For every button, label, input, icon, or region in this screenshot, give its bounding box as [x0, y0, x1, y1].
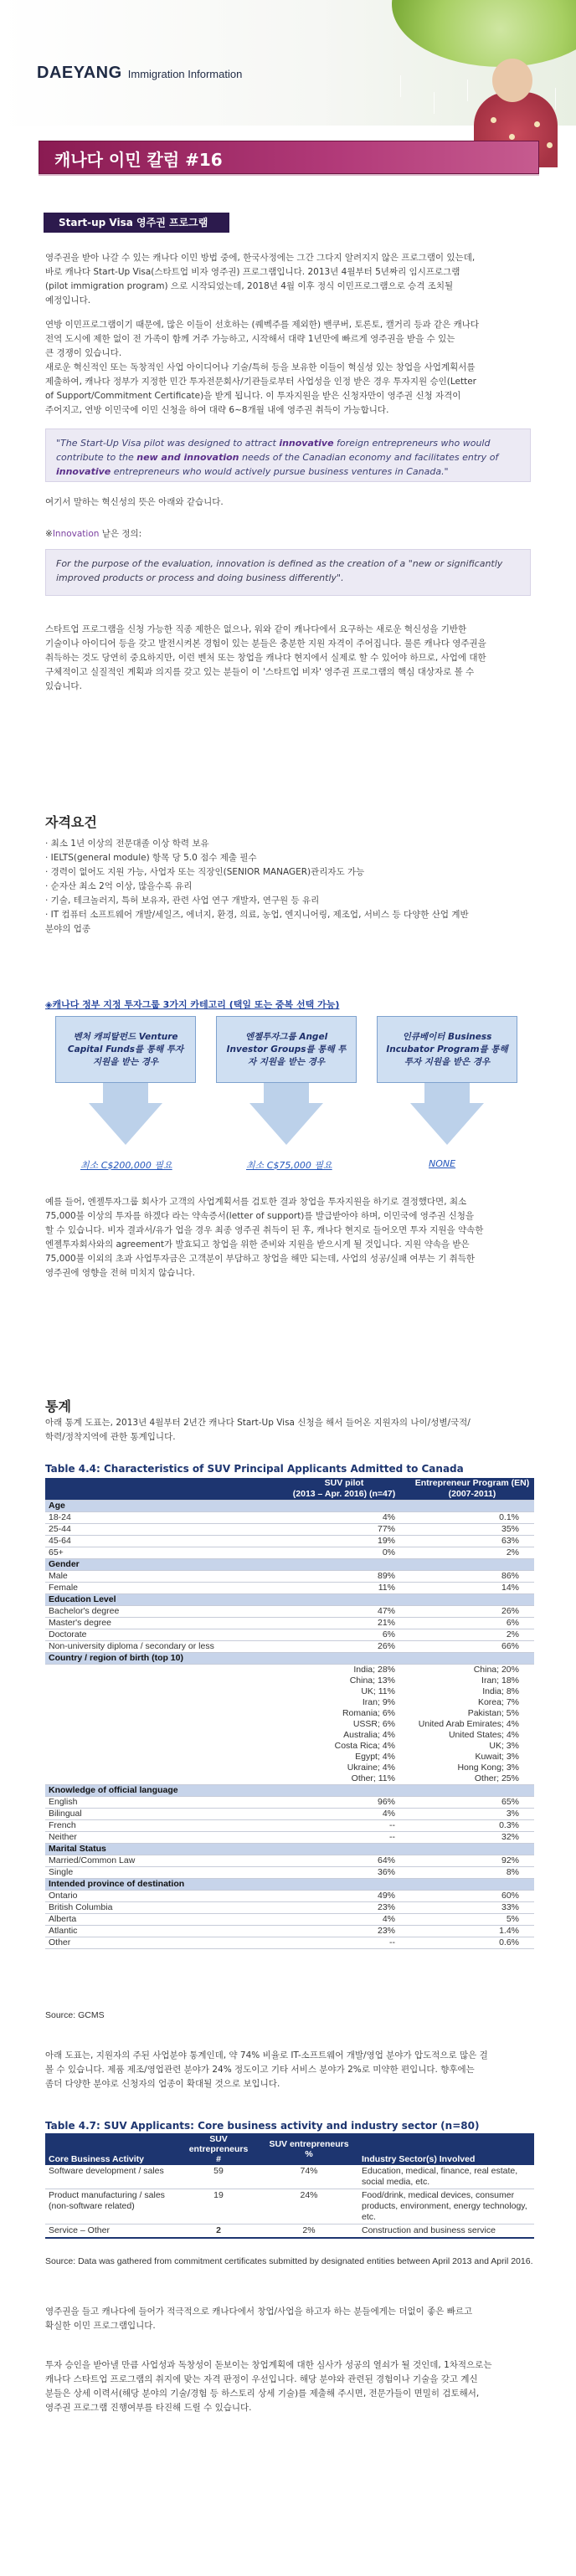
- table-cell: 63%: [410, 1536, 534, 1547]
- table-row: [45, 1914, 534, 1926]
- table-cell: 5%: [410, 1914, 534, 1926]
- text-line: 투자 승인을 받아낼 만큼 사업성과 독창성이 돋보이는 창업계획에 대한 심사가 성공의 열쇠가 될 것인데, 1차적으로는: [45, 2360, 492, 2370]
- venture-capital-minimum: 최소 C$200,000 필요: [80, 1160, 172, 1171]
- text-line: 좀더 다양한 분야로 신청자의 업종이 확대될 것으로 보입니다.: [45, 2079, 280, 2089]
- table-cell: 4%: [278, 1809, 410, 1820]
- quote-emphasis: new and innovation: [136, 452, 239, 463]
- table-row: [45, 1937, 534, 1949]
- table-row: [45, 1820, 534, 1832]
- table-cell: Education, medical, finance, real estate, social media, etc.: [358, 2165, 534, 2189]
- country-entry: Romania; 6%: [342, 1708, 395, 1718]
- text-line: (pilot immigration program) 으로 시작되었는데, 2018년 4월 이후 정식 이민프로그램으로 승격 조치될: [45, 281, 454, 291]
- text-line: 학력/정착지역에 관한 통계입니다.: [45, 1432, 176, 1442]
- country-entry: United States; 4%: [448, 1730, 519, 1740]
- country-entry: China; 13%: [349, 1675, 395, 1686]
- table-cell: British Columbia: [45, 1902, 278, 1914]
- table-cell: 19%: [278, 1536, 410, 1547]
- text-line: 아래 도표는, 지원자의 주된 사업분야 통계인데, 약 74% 비율로 IT-소프트웨어 개발/영업 분야가 압도적으로 많은 걸: [45, 2050, 488, 2060]
- table-header-empty: [45, 1478, 278, 1501]
- table-cell: 8%: [410, 1867, 534, 1879]
- quote-emphasis: innovative: [56, 466, 111, 477]
- country-entry: Other; 11%: [351, 1773, 395, 1783]
- table-4-7-title: Table 4.7: SUV Applicants: Core business activity and industry sector (n=80): [45, 2120, 480, 2132]
- table-row: [45, 1809, 534, 1820]
- category-label: Country / region of birth (top 10): [45, 1653, 534, 1665]
- table-cell: Male: [45, 1571, 278, 1583]
- table-row: [45, 1618, 534, 1629]
- table-row: [45, 1832, 534, 1844]
- country-entry: Hong Kong; 3%: [457, 1763, 519, 1773]
- incubator-minimum: NONE: [429, 1158, 456, 1169]
- table-cell: 2%: [260, 2224, 358, 2239]
- table-row: [45, 1583, 534, 1594]
- country-entry: Kuwait; 3%: [475, 1752, 519, 1762]
- table-cell: 92%: [410, 1855, 534, 1867]
- country-entry: China; 20%: [473, 1665, 519, 1675]
- quote-text: foreign entrepreneurs who would contribute to the: [56, 438, 491, 463]
- rain-drop: [555, 88, 556, 110]
- table-cell: Female: [45, 1583, 278, 1594]
- table-row: [45, 1606, 534, 1618]
- table-cell: French: [45, 1820, 278, 1832]
- table-cell: 21%: [278, 1618, 410, 1629]
- text-line: 영주권 프로그램 진행여부를 타진해 드릴 수 있습니다.: [45, 2403, 252, 2413]
- country-entry: Costa Rica; 4%: [334, 1741, 395, 1751]
- table-row: [45, 2165, 534, 2189]
- table-cell: Master's degree: [45, 1618, 278, 1629]
- arrow-box-text: 엔젤투자그룹 Angel Investor Groups를 통해 투자 지원을 받는 경우: [216, 1016, 357, 1083]
- table-row: [45, 1536, 534, 1547]
- brand-name: DAEYANG: [37, 64, 122, 82]
- table-cell: Food/drink, medical devices, consumer products, environment, energy technology, etc.: [358, 2189, 534, 2224]
- table-cell: Bachelor's degree: [45, 1606, 278, 1618]
- table-cell: Neither: [45, 1832, 278, 1844]
- quote-text: "The Start-Up Visa pilot was designed to attract: [56, 438, 280, 449]
- table-cell: 49%: [278, 1891, 410, 1902]
- table-cell: Married/Common Law: [45, 1855, 278, 1867]
- country-entry: Iran; 18%: [481, 1675, 519, 1686]
- quote-emphasis: innovative: [279, 438, 334, 449]
- child-face: [492, 59, 532, 102]
- federal-program-paragraph: [45, 318, 536, 418]
- table-cell: Ontario: [45, 1891, 278, 1902]
- table-cell: --: [278, 1832, 410, 1844]
- text-line: 예를 들어, 엔젤투자그룹 회사가 고객의 사업계획서를 검토한 결과 창업을 투자지원을 하기로 결정했다면, 최소: [45, 1197, 467, 1207]
- category-label: Age: [45, 1501, 534, 1512]
- header-sublabel: (2007-2011): [448, 1489, 496, 1499]
- country-entry: Ukraine; 4%: [347, 1763, 395, 1773]
- table-cell: 24%: [260, 2189, 358, 2224]
- table-4-7: [45, 2133, 534, 2239]
- category-label: Knowledge of official language: [45, 1785, 534, 1797]
- arrow-stem: [103, 1083, 148, 1103]
- table-cell: 2: [177, 2224, 260, 2239]
- table-cell: 33%: [410, 1902, 534, 1914]
- col-suv-percent: [260, 2133, 358, 2165]
- list-item: · IT 컴퓨터 소프트웨어 개발/세일즈, 에너지, 환경, 의료, 농업, 엔지니어링, 제조업, 서비스 등 다양한 산업 계반: [45, 910, 469, 920]
- section-pill-startup-visa: Start-up Visa 영주권 프로그램: [44, 213, 229, 233]
- table-cell: 86%: [410, 1571, 534, 1583]
- text-line: 영주권을 받아 나갈 수 있는 캐나다 이민 방법 중에, 한국사정에는 그간 그다지 알려지지 않은 프로그램이 있는데,: [45, 253, 476, 263]
- startup-visa-quote: [45, 428, 531, 482]
- table-cell: Bilingual: [45, 1809, 278, 1820]
- venture-capital-arrow: [55, 1016, 196, 1145]
- country-entry: UK; 11%: [361, 1686, 395, 1696]
- table-cell: 6%: [410, 1618, 534, 1629]
- innovation-definition-quote: For the purpose of the evaluation, innovation is defined as the creation of a "new or significantly improved products or process and doing business differently".: [45, 549, 531, 596]
- table-cell: 23%: [278, 1902, 410, 1914]
- text-line: 75,000불 이외의 초과 사업투자금은 고객분이 부담하고 창업을 해만 되는데, 사업의 성공/실패 여부는 기 취득한: [45, 1254, 476, 1264]
- table-category-row: [45, 1653, 534, 1665]
- text-line: 캐나다 스타트업 프로그램의 취지에 맞는 자격 판정이 우선입니다. 해당 분야와 관련된 경험이나 기술을 갖고 계신: [45, 2374, 478, 2384]
- text-line: 예정입니다.: [45, 295, 91, 305]
- text-line: 전역 도시에 제한 없이 전 가족이 함께 거주 가능하고, 시작해서 대략 1년만에 빠르게 영주권을 받을 수 있는: [45, 334, 455, 344]
- rain-drop: [434, 92, 435, 114]
- table-cell: 4%: [278, 1512, 410, 1524]
- header-sublabel: (2013 – Apr. 2016) (n=47): [292, 1489, 396, 1499]
- requirements-heading: 자격요건: [45, 814, 97, 830]
- arrow-head: [410, 1103, 484, 1145]
- country-entry: Other; 25%: [474, 1773, 519, 1783]
- table-cell: 77%: [278, 1524, 410, 1536]
- table-row: [45, 1547, 534, 1559]
- table-cell: 11%: [278, 1583, 410, 1594]
- table-cell: Non-university diploma / secondary or less: [45, 1641, 278, 1653]
- table-row: [45, 1524, 534, 1536]
- text-line: 주어지고, 연방 이민국에 이민 신청을 하여 대략 6~8개월 내에 영주권 취득이 가능합니다.: [45, 405, 389, 415]
- arrow-stem: [424, 1083, 470, 1103]
- brand-logo: [37, 64, 242, 83]
- table-row: [45, 2224, 534, 2239]
- header: [0, 0, 576, 126]
- table-cell: Service – Other: [45, 2224, 177, 2239]
- country-entry: UK; 3%: [489, 1741, 519, 1751]
- table-cell: 89%: [278, 1571, 410, 1583]
- column-title-banner: [39, 141, 539, 174]
- table-category-row: [45, 1844, 534, 1855]
- category-label: Gender: [45, 1559, 534, 1571]
- angel-example-paragraph: [45, 1195, 536, 1280]
- table-row: [45, 1855, 534, 1867]
- list-item: · 순자산 최소 2억 이상, 많을수록 유리: [45, 881, 193, 891]
- angel-investor-minimum: 최소 C$75,000 필요: [246, 1160, 332, 1171]
- label-text: 낱은 정의:: [99, 529, 142, 539]
- table-cell: 14%: [410, 1583, 534, 1594]
- arrow-box-text: 벤처 캐피탈펀드 Venture Capital Funds를 통해 투자 지원을 받는 경우: [55, 1016, 196, 1083]
- arrow-head: [249, 1103, 323, 1145]
- arrow-head: [89, 1103, 162, 1145]
- coat-dot: [534, 121, 540, 127]
- rain-drop: [467, 80, 468, 101]
- table-cell: Software development / sales: [45, 2165, 177, 2189]
- table-row: [45, 1867, 534, 1879]
- coat-dot: [491, 117, 496, 123]
- text-line: 연방 이민프로그램이기 때문에, 많은 이들이 선호하는 (퀘벡주를 제외한) 밴쿠버, 토론토, 캘거리 등과 같은 캐나다: [45, 320, 480, 330]
- table-cell: Doctorate: [45, 1629, 278, 1641]
- table-row: [45, 1571, 534, 1583]
- country-entry: United Arab Emirates; 4%: [418, 1719, 519, 1729]
- country-list-suv: [278, 1665, 410, 1785]
- umbrella-illustration: [392, 0, 576, 67]
- innovation-definition-label: [45, 527, 536, 541]
- business-activity-paragraph: [45, 2049, 536, 2091]
- arrow-box-text: 인큐베이터 Business Incubator Program를 통해 투자 지원을 받은 경우: [377, 1016, 517, 1083]
- rain-drop: [400, 75, 401, 97]
- table-cell: 47%: [278, 1606, 410, 1618]
- country-entry: India; 28%: [353, 1665, 395, 1675]
- category-label: Marital Status: [45, 1844, 534, 1855]
- table-cell: 66%: [410, 1641, 534, 1653]
- eligibility-intro-paragraph: [45, 623, 536, 694]
- text-line: 아래 통계 도표는, 2013년 4월부터 2년간 캐나다 Start-Up Visa 신청을 해서 들어온 지원자의 나이/성별/국적/: [45, 1418, 471, 1428]
- statistics-heading: 통계: [45, 1398, 71, 1414]
- table-row: [45, 1926, 534, 1937]
- table-header-en: [410, 1478, 534, 1501]
- table-cell: 60%: [410, 1891, 534, 1902]
- table-cell: 4%: [278, 1914, 410, 1926]
- table-row: [45, 1629, 534, 1641]
- table-4-4-title: Table 4.4: Characteristics of SUV Principal Applicants Admitted to Canada: [45, 1463, 464, 1475]
- table-cell: 25-44: [45, 1524, 278, 1536]
- country-list-en: [410, 1665, 534, 1785]
- table-header-suv: [278, 1478, 410, 1501]
- table-cell: 18-24: [45, 1512, 278, 1524]
- text-line: 바로 캐나다 Start-Up Visa(스타트업 비자 영주권) 프로그램입니다. 2013년 4월부터 5년짜리 임시프로그램: [45, 267, 460, 277]
- table-cell: 45-64: [45, 1536, 278, 1547]
- brand-subtitle: Immigration Information: [127, 68, 243, 80]
- header-label: SUV entrepreneurs: [269, 2139, 349, 2149]
- table-cell: 36%: [278, 1867, 410, 1879]
- col-core-activity: Core Business Activity: [45, 2133, 177, 2165]
- text-line: 기술이나 아이디어 등을 갖고 발전시켜본 경험이 있는 분들은 충분한 지원 자격이 주어집니다. 물론 캐나다 영주권을: [45, 639, 486, 649]
- header-sublabel: %: [305, 2149, 313, 2159]
- table-category-row: [45, 1785, 534, 1797]
- list-item: 분야의 업종: [45, 924, 91, 934]
- country-of-birth-row: [45, 1665, 534, 1785]
- text-line: 확실한 이민 프로그램입니다.: [45, 2321, 156, 2331]
- table-cell: 59: [177, 2165, 260, 2189]
- after-quote-line: 여기서 말하는 혁신성의 뜻은 아래와 같습니다.: [45, 497, 224, 507]
- text-line: 취득하는 것도 당연히 중요하지만, 이런 벤처 또는 창업을 캐나다 현지에서 실제로 할 수 있어야 하므로, 사업에 대한: [45, 653, 486, 663]
- table-cell: 1.4%: [410, 1926, 534, 1937]
- table-cell: 35%: [410, 1524, 534, 1536]
- table-cell: Atlantic: [45, 1926, 278, 1937]
- table-cell: 2%: [410, 1547, 534, 1559]
- table-cell: Construction and business service: [358, 2224, 534, 2239]
- arrow-stem: [264, 1083, 309, 1103]
- table-category-row: [45, 1879, 534, 1891]
- table-cell: 0.3%: [410, 1820, 534, 1832]
- table-cell: Product manufacturing / sales (non-software related): [45, 2189, 177, 2224]
- text-line: 스타트업 프로그램을 신청 가능한 직종 제한은 없으나, 워와 같이 캐나다에서 요구하는 새로운 혁신성을 기반한: [45, 624, 467, 634]
- table-row: [45, 1891, 534, 1902]
- business-incubator-arrow: [377, 1016, 517, 1145]
- text-line: 영주권에 영향을 전혀 미치지 않습니다.: [45, 1268, 195, 1278]
- contact-paragraph: [45, 2358, 536, 2415]
- table-row: [45, 1797, 534, 1809]
- text-line: 있습니다.: [45, 681, 82, 691]
- coat-dot: [509, 134, 515, 140]
- table-cell: 2%: [410, 1629, 534, 1641]
- category-label: Education Level: [45, 1594, 534, 1606]
- col-suv-count: [177, 2133, 260, 2165]
- innovation-term: Innovation: [52, 529, 100, 539]
- list-item: · 기술, 테크놀러지, 특허 보유자, 관련 사업 연구 개발자, 연구원 등 유리: [45, 895, 320, 906]
- header-label: Entrepreneur Program (EN): [414, 1478, 530, 1488]
- col-industry-sector: Industry Sector(s) Involved: [358, 2133, 534, 2165]
- text-line: 볼 수 있습니다. 제품 제조/영업관련 분야가 24% 정도이고 기타 서비스 분야가 2%로 미약한 편입니다. 향후에는: [45, 2065, 475, 2075]
- list-item: · IELTS(general module) 항목 당 5.0 점수 제출 필수: [45, 853, 257, 863]
- table-cell: English: [45, 1797, 278, 1809]
- table-cell: 64%: [278, 1855, 410, 1867]
- table-4-7-source: Source: Data was gathered from commitment certificates submitted by designated entities between April 2013 and April 2016.: [45, 2256, 533, 2266]
- country-entry: Pakistan; 5%: [467, 1708, 519, 1718]
- text-line: 75,000불 이상의 투자를 하겠다 라는 약속증서(letter of support)를 발급받아야 하며, 이민국에 영주권 신청을: [45, 1211, 475, 1221]
- table-row: [45, 1641, 534, 1653]
- table-cell: 19: [177, 2189, 260, 2224]
- table-cell: 74%: [260, 2165, 358, 2189]
- text-line: 큰 경쟁이 있습니다.: [45, 348, 122, 358]
- text-line: 분들은 상세 이력서(해당 분야의 기술/경험 등 하스토리 상세 기술)를 제출해 주시면, 전문가들이 면밀히 검토해서,: [45, 2389, 480, 2399]
- statistics-intro: [45, 1416, 536, 1445]
- country-entry: India; 8%: [482, 1686, 519, 1696]
- table-cell: 3%: [410, 1809, 534, 1820]
- intro-paragraph: [45, 251, 536, 308]
- table-cell: 0.1%: [410, 1512, 534, 1524]
- list-item: · 경력이 없어도 지원 가능, 사업자 또는 직장인(SENIOR MANAGER)관리자도 가능: [45, 867, 365, 877]
- table-row: [45, 1512, 534, 1524]
- requirements-list: [45, 837, 531, 936]
- table-cell: 26%: [278, 1641, 410, 1653]
- table-cell: 0%: [278, 1547, 410, 1559]
- table-cell: 65%: [410, 1797, 534, 1809]
- angel-investor-arrow: [216, 1016, 357, 1145]
- country-entry: USSR; 6%: [352, 1719, 395, 1729]
- table-row: [45, 1902, 534, 1914]
- quote-text: needs of the Canadian economy and facilitates entry of: [239, 452, 499, 463]
- table-category-row: [45, 1594, 534, 1606]
- category-label: Intended province of destination: [45, 1879, 534, 1891]
- table-4-4: [45, 1478, 534, 1949]
- country-entry: Korea; 7%: [477, 1697, 519, 1707]
- country-entry: Iran; 9%: [362, 1697, 395, 1707]
- conclusion-paragraph: [45, 2305, 536, 2333]
- text-line: 할 수 있습니다. 비자 결과서/유가 업을 경우 최종 영주권 취득이 된 후, 캐나다 현지로 들어오면 투자 지원을 약속한: [45, 1225, 484, 1235]
- country-entry: Egypt; 4%: [355, 1752, 395, 1762]
- text-line: 영주권을 들고 캐나다에 들어가 적극적으로 캐나다에서 창업/사업을 하고자 하는 분들에게는 더없이 좋은 빠르고: [45, 2307, 473, 2317]
- column-title: 캐나다 이민 칼럼 #16: [54, 150, 223, 170]
- header-sublabel: #: [216, 2154, 221, 2164]
- note-mark: ※: [45, 529, 53, 539]
- table-cell: 96%: [278, 1797, 410, 1809]
- table-4-4-source: Source: GCMS: [45, 2010, 105, 2020]
- table-category-row: [45, 1559, 534, 1571]
- table-cell: 0.6%: [410, 1937, 534, 1949]
- table-cell: 65+: [45, 1547, 278, 1559]
- table-cell: --: [278, 1937, 410, 1949]
- quote-text: entrepreneurs who would actively pursue business ventures in Canada.": [111, 466, 449, 477]
- coat-dot: [547, 142, 553, 148]
- text-line: 구체적이고 실질적인 계획과 의지를 갖고 있는 분들이 이 '스타트업 비자' 영주권 프로그램의 핵심 대상자로 볼 수: [45, 667, 475, 677]
- table-cell: 26%: [410, 1606, 534, 1618]
- table-cell: Alberta: [45, 1914, 278, 1926]
- table-row: [45, 2189, 534, 2224]
- table-category-row: [45, 1501, 534, 1512]
- table-cell: Single: [45, 1867, 278, 1879]
- text-line: of Support/Commitment Certificate)을 받게 됩니다. 이 투자지원을 받은 신청자만이 영주권 신청 자격이: [45, 391, 461, 401]
- investor-categories-heading: ◈캐나다 정부 지정 투자그룹 3가지 카테고리 (택일 또는 중복 선택 가능): [45, 999, 340, 1010]
- header-label: SUV pilot: [324, 1478, 364, 1488]
- table-cell: Other: [45, 1937, 278, 1949]
- country-entry: Australia; 4%: [343, 1730, 395, 1740]
- text-line: 엔젤투자회사와의 agreement가 발효되고 창업을 위한 준비와 지원을 받으시게 될 것입니다. 지원 약속을 받은: [45, 1239, 470, 1250]
- table-cell: 6%: [278, 1629, 410, 1641]
- header-label: SUV entrepreneurs: [188, 2134, 249, 2154]
- list-item: · 최소 1년 이상의 전문대졸 이상 학력 보유: [45, 839, 209, 849]
- table-cell: [45, 1665, 278, 1785]
- table-cell: 23%: [278, 1926, 410, 1937]
- text-line: 제출하여, 캐나다 정부가 지정한 민간 투자전문회사/기관들로부터 사업성을 인정 받은 경우 투자지원 승인(Letter: [45, 377, 476, 387]
- table-cell: 32%: [410, 1832, 534, 1844]
- text-line: 새로운 혁신적인 또는 독창적인 사업 아이디어나 기술/특허 등을 보유한 이들이 혁실성 있는 창업을 사업계획서를: [45, 362, 476, 372]
- table-cell: --: [278, 1820, 410, 1832]
